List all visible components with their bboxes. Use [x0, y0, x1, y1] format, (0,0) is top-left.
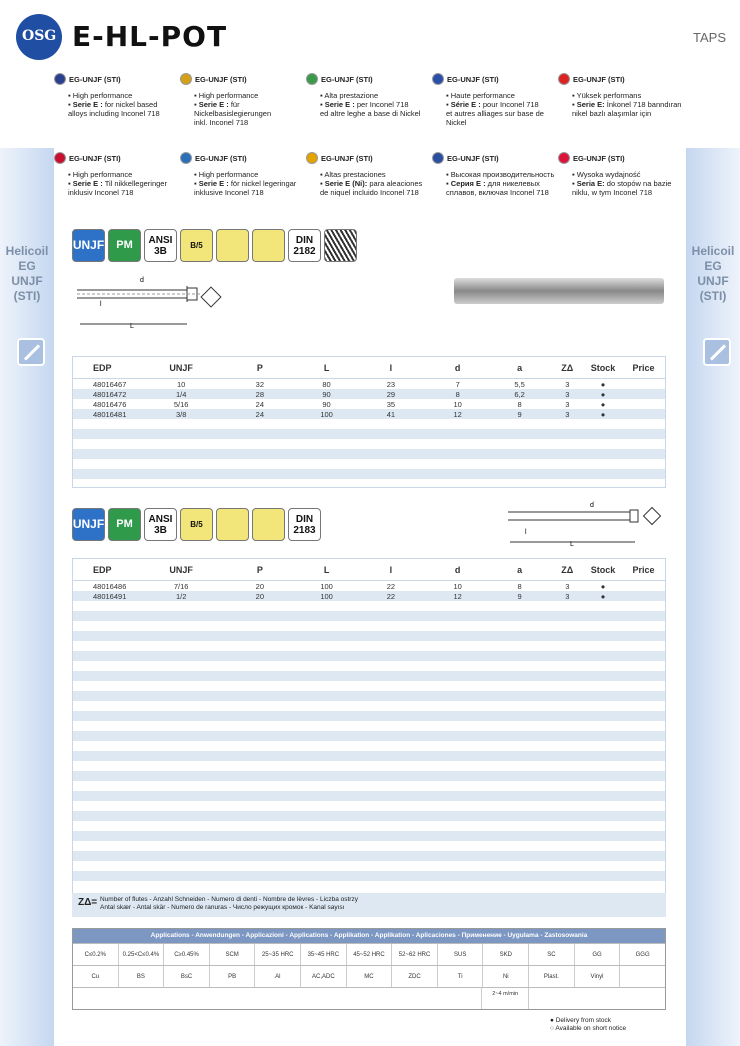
table-row — [73, 831, 665, 841]
unjf-icon: UNJF — [72, 508, 105, 541]
flag-icon — [558, 73, 570, 85]
table-row — [73, 791, 665, 801]
product-table-1 — [72, 356, 666, 488]
applications-title: Applications - Anwendungen - Applicazioni - Applications - Applikation - Applikation - Aplicaciones - Применение - Uygulama - Zastosowania — [73, 929, 665, 943]
language-block-dk: EG-UNJF (STI) ▪ High performance ▪ Serie E : Til nikkellegeringer inklusiv Inconel 718 — [54, 152, 182, 197]
tap-photo — [454, 278, 664, 304]
ansi-3b-icon: ANSI 3B — [144, 508, 177, 541]
product-table-2 — [72, 558, 666, 894]
application-cell: SCM — [210, 944, 256, 965]
section-label: TAPS — [693, 30, 726, 45]
table-row — [73, 761, 665, 771]
application-cell: SUS — [438, 944, 484, 965]
flutes-footnote: ZΔ= Number of flutes - Anzahl Schneiden - Numero di denti - Nombre de lèvres - Liczba ostrzy Antal skær - Antal skär - Numero de ranuras - Число режущих кромок - Kanal sayısı — [72, 893, 666, 917]
table-row — [73, 439, 665, 449]
chamfer-icon: B/5 — [180, 508, 213, 541]
tap-category-icon — [17, 338, 45, 366]
tap-drawing-1 — [72, 272, 242, 334]
table-row: 48016481 3/8 24 100 41 12 9 3 ● — [73, 409, 665, 419]
table-row — [73, 459, 665, 469]
table-row — [73, 641, 665, 651]
svg-text:L: L — [570, 541, 574, 548]
applications-table — [72, 928, 666, 1010]
table-row — [73, 469, 665, 479]
application-cell: BS — [119, 966, 165, 987]
application-cell: 0.25<C≤0.4% — [119, 944, 165, 965]
application-cell: MC — [347, 966, 393, 987]
flag-icon — [180, 152, 192, 164]
chamfer-icon: B/5 — [180, 229, 213, 262]
language-block-de: EG-UNJF (STI) ▪ High performance ▪ Serie E : für Nickelbasislegierungen inkl. Inconel 718 — [180, 73, 308, 127]
application-cell: Ni — [483, 966, 529, 987]
unjf-icon: UNJF — [72, 229, 105, 262]
table-row — [73, 419, 665, 429]
table-row — [73, 681, 665, 691]
application-cell: 52~62 HRC — [392, 944, 438, 965]
table-row — [73, 479, 665, 489]
application-cell: SKD — [483, 944, 529, 965]
through-hole-icon — [252, 229, 285, 262]
table-row: 48016491 1/2 20 100 22 12 9 3 ● — [73, 591, 665, 601]
table-row — [73, 449, 665, 459]
table-row: 48016476 5/16 24 90 35 10 8 3 ● — [93, 399, 606, 409]
flag-icon — [432, 152, 444, 164]
tap-category-icon — [703, 338, 731, 366]
left-sidebar — [0, 148, 54, 1046]
table-header: EDP UNJF P L l d a ZΔ Stock Price — [73, 559, 665, 581]
right-sidebar — [686, 148, 740, 1046]
table-row — [73, 631, 665, 641]
application-cell: SC — [529, 944, 575, 965]
flag-icon — [306, 152, 318, 164]
applications-row — [73, 987, 665, 1009]
svg-text:l: l — [100, 301, 102, 308]
flag-icon — [432, 73, 444, 85]
table-body — [73, 581, 665, 891]
applications-row — [73, 965, 665, 987]
application-cell: Ti — [438, 966, 484, 987]
ansi-3b-icon: ANSI 3B — [144, 229, 177, 262]
table-row — [73, 691, 665, 701]
applications-row — [73, 943, 665, 965]
table-row: 48016467 10 32 80 23 7 5,5 3 ● — [93, 379, 606, 389]
feature-icons-1 — [72, 229, 357, 262]
svg-text:d: d — [140, 277, 144, 284]
table-row — [73, 701, 665, 711]
feature-icons-2 — [72, 508, 321, 541]
application-cell: 45~52 HRC — [347, 944, 393, 965]
language-block-tr: EG-UNJF (STI) ▪ Yüksek performans ▪ Serie E: İnkonel 718 banndıran nikel bazlı alaşımlar için — [558, 73, 686, 118]
application-cell: 25~35 HRC — [255, 944, 301, 965]
application-cell — [620, 966, 665, 987]
stock-legend: ● Delivery from stock ○ Available on short notice — [550, 1017, 627, 1032]
table-row — [73, 751, 665, 761]
cutting-speed: 2~4 m/min — [482, 988, 528, 1009]
table-row — [73, 661, 665, 671]
table-row — [73, 671, 665, 681]
svg-text:d: d — [590, 502, 594, 509]
table-row — [73, 781, 665, 791]
table-row — [73, 721, 665, 731]
table-header: EDP UNJF P L l d a ZΔ Stock Price — [73, 357, 665, 379]
tap-drawing-2 — [500, 500, 670, 550]
pm-icon: PM — [108, 229, 141, 262]
flag-icon — [54, 152, 66, 164]
table-row — [73, 611, 665, 621]
page-title: E-HL-POT — [72, 20, 228, 53]
flag-icon — [306, 73, 318, 85]
flag-icon — [180, 73, 192, 85]
table-row — [73, 811, 665, 821]
language-block-fr: EG-UNJF (STI) ▪ Haute performance ▪ Série E : pour Inconel 718 et autres alliages sur base de Nickel — [432, 73, 560, 127]
application-cell: GGG — [635, 952, 650, 958]
application-cell: AC,ADC — [301, 966, 347, 987]
application-cell: ZDC — [392, 966, 438, 987]
language-block-se: EG-UNJF (STI) ▪ High performance ▪ Serie E : för nickel legeringar inklusive Inconel 718 — [180, 152, 308, 197]
flag-icon — [558, 152, 570, 164]
table-row — [73, 871, 665, 881]
language-block-ru: EG-UNJF (STI) ▪ Высокая производительность ▪ Серия E : для никелевых сплавов, включая Inconel 718 — [432, 152, 560, 197]
helicoil-icon — [324, 229, 357, 262]
svg-text:L: L — [130, 323, 134, 330]
application-cell: Cu — [73, 966, 119, 987]
spiral-point-icon — [216, 229, 249, 262]
application-cell: Vinyl — [575, 966, 621, 987]
table-row — [73, 851, 665, 861]
table-row — [73, 861, 665, 871]
table-row — [73, 741, 665, 751]
sidebar-label: Helicoil EG UNJF (STI) — [5, 244, 49, 303]
application-cell: Al — [255, 966, 301, 987]
sidebar-label: Helicoil EG UNJF (STI) — [691, 244, 735, 303]
table-row — [73, 601, 665, 611]
application-cell: C≥0.45% — [164, 944, 210, 965]
table-row — [73, 771, 665, 781]
pm-icon: PM — [108, 508, 141, 541]
table-row — [73, 429, 665, 439]
spiral-point-icon — [216, 508, 249, 541]
table-row — [73, 731, 665, 741]
application-cell: 35~45 HRC — [301, 944, 347, 965]
table-row — [73, 651, 665, 661]
application-cell: PB — [210, 966, 256, 987]
flag-icon — [54, 73, 66, 85]
table-row: 48016472 1/4 28 90 29 8 6,2 3 ● — [73, 389, 665, 399]
din-2183-icon: DIN 2183 — [288, 508, 321, 541]
application-cell: C≤0.2% — [73, 944, 119, 965]
table-row — [73, 801, 665, 811]
language-block-pl: EG-UNJF (STI) ▪ Wysoka wydajność ▪ Seria E: do stopów na bazie niklu, w tym Inconel 718 — [558, 152, 686, 197]
osg-logo: OSG — [16, 14, 62, 60]
table-row: 48016486 7/16 20 100 22 10 8 3 ● — [93, 581, 606, 591]
application-cell: Plast. — [529, 966, 575, 987]
table-row — [73, 711, 665, 721]
through-hole-icon — [252, 508, 285, 541]
language-block-it: EG-UNJF (STI) ▪ Alta prestazione ▪ Serie E : per Inconel 718 ed altre leghe a base di Nickel — [306, 73, 434, 118]
language-block-es: EG-UNJF (STI) ▪ Altas prestaciones ▪ Serie E (Ni): para aleaciones de niquel incluido Inconel 718 — [306, 152, 434, 197]
language-block-en: EG-UNJF (STI) ▪ High performance ▪ Serie E : for nickel based alloys including Inconel 718 — [54, 73, 182, 118]
application-cell: GG — [575, 944, 621, 965]
din-2182-icon: DIN 2182 — [288, 229, 321, 262]
svg-text:l: l — [525, 529, 527, 536]
application-cell: BsC — [164, 966, 210, 987]
table-row — [73, 881, 665, 891]
table-row — [73, 621, 665, 631]
table-row — [73, 841, 665, 851]
table-body — [73, 379, 665, 489]
table-row — [73, 821, 665, 831]
